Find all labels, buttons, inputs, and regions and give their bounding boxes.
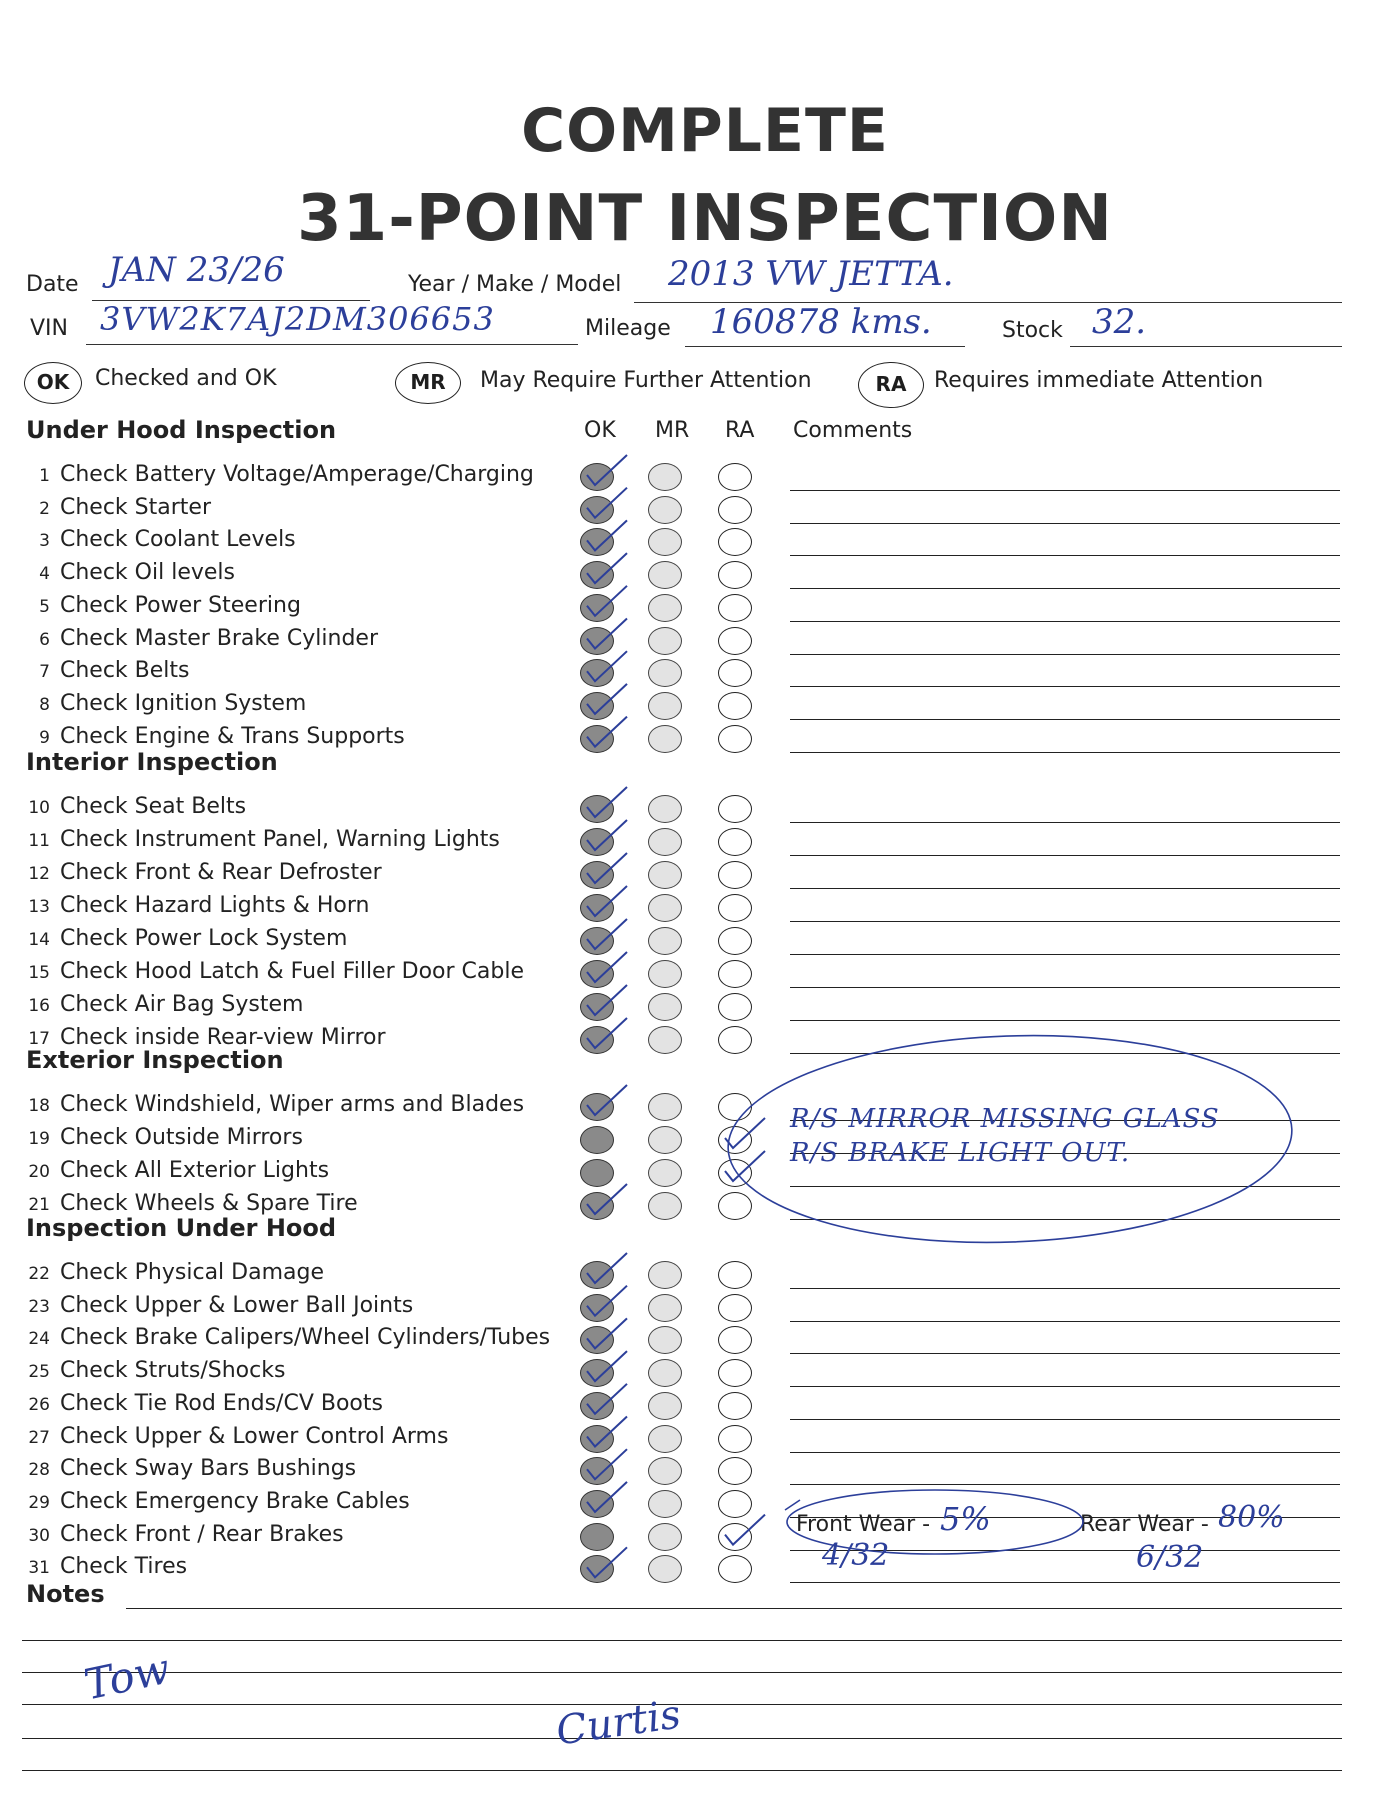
mileage-value[interactable]: 160878 kms.: [710, 302, 932, 342]
comment-line[interactable]: [790, 1419, 1340, 1420]
item-ra-circle[interactable]: [718, 1093, 752, 1121]
item-ok-circle[interactable]: [580, 1026, 614, 1054]
item-ra-circle[interactable]: [718, 594, 752, 622]
item-ok-circle[interactable]: [580, 1425, 614, 1453]
item-number: 22: [28, 1264, 50, 1284]
item-ra-circle[interactable]: [718, 561, 752, 589]
item-ra-circle[interactable]: [718, 1490, 752, 1518]
col-mr-header: MR: [655, 418, 690, 443]
item-number: 23: [28, 1296, 50, 1317]
item-label: Check Upper & Lower Control Arms: [60, 1423, 449, 1449]
notes-line-4[interactable]: [22, 1704, 1342, 1705]
item-mr-circle[interactable]: [648, 627, 682, 655]
comment-row-19[interactable]: R/S MIRROR MISSING GLASS: [790, 1104, 1220, 1134]
item-label: Check Upper & Lower Ball Joints: [60, 1292, 414, 1318]
item-number: 12: [28, 864, 50, 884]
item-number: 26: [28, 1394, 50, 1415]
rear-wear-sub[interactable]: 6/32: [1136, 1540, 1204, 1575]
item-ra-circle[interactable]: [718, 795, 752, 823]
legend-ra-badge: RA: [858, 362, 924, 408]
item-label: Check Tie Rod Ends/CV Boots: [60, 1390, 383, 1416]
comment-line[interactable]: [790, 621, 1340, 622]
col-ok-header: OK: [584, 418, 616, 443]
mileage-underline: [685, 346, 965, 347]
item-mr-circle[interactable]: [648, 1359, 682, 1387]
item-ok-circle[interactable]: [580, 1126, 614, 1154]
item-ok-circle[interactable]: [580, 463, 614, 491]
item-number: 18: [28, 1096, 50, 1116]
item-ra-circle[interactable]: [718, 1326, 752, 1354]
item-label: Check Physical Damage: [60, 1260, 324, 1285]
item-mr-circle[interactable]: [648, 1457, 682, 1485]
item-ra-circle[interactable]: [718, 993, 752, 1021]
comment-line[interactable]: [790, 888, 1340, 889]
notes-line-1[interactable]: [126, 1608, 1342, 1609]
comment-row-20[interactable]: R/S BRAKE LIGHT OUT.: [790, 1138, 1131, 1168]
item-mr-circle[interactable]: [648, 1425, 682, 1453]
item-ra-circle[interactable]: [718, 1359, 752, 1387]
item-mr-circle[interactable]: [648, 1555, 682, 1583]
comment-line[interactable]: [790, 1288, 1340, 1289]
item-ra-circle[interactable]: [718, 1261, 752, 1289]
item-number: 27: [28, 1427, 50, 1448]
comment-line[interactable]: [790, 1219, 1340, 1220]
rear-wear-label: Rear Wear -: [1080, 1512, 1209, 1537]
item-mr-circle[interactable]: [648, 1490, 682, 1518]
item-number: 25: [28, 1362, 50, 1383]
item-label: Check inside Rear-view Mirror: [60, 1025, 386, 1050]
item-ra-circle[interactable]: [718, 659, 752, 687]
form-title-line2: 31-POINT INSPECTION: [297, 182, 1113, 256]
comment-line[interactable]: [790, 686, 1340, 687]
item-mr-circle[interactable]: [648, 725, 682, 753]
stock-label: Stock: [1002, 318, 1063, 343]
item-label: Check Instrument Panel, Warning Lights: [60, 827, 500, 852]
comment-line[interactable]: [790, 1186, 1340, 1187]
item-mr-circle[interactable]: [648, 1294, 682, 1322]
item-ok-circle[interactable]: [580, 725, 614, 753]
item-ok-circle[interactable]: [580, 528, 614, 556]
vin-value[interactable]: 3VW2K7AJ2DM306653: [100, 300, 495, 338]
mileage-label: Mileage: [585, 316, 671, 341]
vin-label: VIN: [30, 316, 68, 341]
item-number: 1: [39, 466, 50, 486]
item-number: 28: [28, 1460, 50, 1481]
legend-mr-text: May Require Further Attention: [480, 368, 812, 393]
item-number: 21: [28, 1195, 50, 1215]
front-wear-sub[interactable]: 4/32: [822, 1538, 890, 1573]
notes-initials: Tow: [79, 1643, 175, 1710]
item-ra-circle[interactable]: [718, 1555, 752, 1583]
front-wear-tick: [785, 1500, 800, 1510]
comment-line[interactable]: [790, 523, 1340, 524]
item-ok-circle[interactable]: [580, 795, 614, 823]
item-ok-circle[interactable]: [580, 1326, 614, 1354]
date-value[interactable]: JAN 23/26: [108, 250, 285, 290]
item-ra-circle[interactable]: [718, 627, 752, 655]
item-ra-circle[interactable]: [718, 725, 752, 753]
item-number: 30: [28, 1525, 50, 1546]
section-inspection-under-hood: Inspection Under Hood: [26, 1214, 337, 1242]
col-ra-header: RA: [725, 418, 755, 443]
item-label: Check Front & Rear Defroster: [60, 860, 382, 885]
item-ra-circle[interactable]: [718, 1126, 752, 1154]
item-ok-circle[interactable]: [580, 1192, 614, 1220]
comment-line[interactable]: [790, 855, 1340, 856]
item-ok-circle[interactable]: [580, 1261, 614, 1289]
item-number: 2: [39, 498, 50, 519]
item-label: Check Seat Belts: [60, 794, 247, 819]
item-ra-circle[interactable]: [718, 960, 752, 988]
item-mr-circle[interactable]: [648, 561, 682, 589]
legend-ra-text: Requires immediate Attention: [934, 368, 1264, 393]
item-label: Check Oil levels: [60, 560, 235, 586]
item-ok-circle[interactable]: [580, 1159, 614, 1187]
item-label: Check Emergency Brake Cables: [60, 1488, 410, 1514]
item-label: Check Master Brake Cylinder: [60, 625, 378, 651]
comment-line[interactable]: [790, 588, 1340, 589]
item-number: 9: [39, 727, 50, 748]
item-ra-circle[interactable]: [718, 828, 752, 856]
item-ra-circle[interactable]: [718, 496, 752, 524]
comment-line[interactable]: [790, 1452, 1340, 1453]
item-mr-circle[interactable]: [648, 894, 682, 922]
item-label: Check Outside Mirrors: [60, 1125, 303, 1150]
item-number: 31: [28, 1558, 50, 1579]
item-ra-circle[interactable]: [718, 927, 752, 955]
item-number: 20: [28, 1162, 50, 1182]
item-label: Check Belts: [60, 658, 190, 684]
item-mr-circle[interactable]: [648, 1159, 682, 1187]
item-mr-circle[interactable]: [648, 927, 682, 955]
item-mr-circle[interactable]: [648, 1523, 682, 1551]
item-ok-circle[interactable]: [580, 861, 614, 889]
item-label: Check Starter: [60, 494, 211, 520]
item-ok-circle[interactable]: [580, 927, 614, 955]
item-ra-circle[interactable]: [718, 894, 752, 922]
item-mr-circle[interactable]: [648, 659, 682, 687]
item-label: Check Sway Bars Bushings: [60, 1456, 357, 1482]
item-label: Check Front / Rear Brakes: [60, 1521, 344, 1547]
item-ok-circle[interactable]: [580, 1523, 614, 1551]
item-ok-circle[interactable]: [580, 594, 614, 622]
item-number: 3: [39, 531, 50, 552]
comment-line[interactable]: [790, 921, 1340, 922]
comment-line[interactable]: [790, 1053, 1340, 1054]
item-number: 29: [28, 1492, 50, 1513]
item-label: Check Ignition System: [60, 690, 307, 716]
comment-line[interactable]: [790, 654, 1340, 655]
rear-wear-value[interactable]: 80%: [1218, 1500, 1285, 1535]
comment-line[interactable]: [790, 1386, 1340, 1387]
item-ra-circle[interactable]: [718, 1026, 752, 1054]
item-ok-circle[interactable]: [580, 894, 614, 922]
vin-underline: [86, 344, 578, 345]
notes-line-5[interactable]: [22, 1738, 1342, 1739]
item-ok-circle[interactable]: [580, 828, 614, 856]
comment-line[interactable]: [790, 1321, 1340, 1322]
comment-line[interactable]: [790, 822, 1340, 823]
comment-line[interactable]: [790, 555, 1340, 556]
item-number: 4: [39, 564, 50, 585]
comment-line[interactable]: [790, 719, 1340, 720]
item-number: 19: [28, 1129, 50, 1149]
item-number: 14: [28, 930, 50, 950]
item-ra-circle[interactable]: [718, 1159, 752, 1187]
item-label: Check Hazard Lights & Horn: [60, 893, 370, 918]
item-mr-circle[interactable]: [648, 828, 682, 856]
item-mr-circle[interactable]: [648, 1192, 682, 1220]
item-number: 11: [28, 831, 50, 851]
item-ok-circle[interactable]: [580, 960, 614, 988]
item-mr-circle[interactable]: [648, 692, 682, 720]
form-title-line1: COMPLETE: [521, 96, 889, 166]
comment-line[interactable]: [790, 1020, 1340, 1021]
item-mr-circle[interactable]: [648, 1126, 682, 1154]
item-number: 8: [39, 694, 50, 715]
item-label: Check All Exterior Lights: [60, 1158, 330, 1183]
item-ra-circle[interactable]: [718, 692, 752, 720]
item-ra-circle[interactable]: [718, 528, 752, 556]
item-mr-circle[interactable]: [648, 594, 682, 622]
item-ok-circle[interactable]: [580, 1093, 614, 1121]
item-mr-circle[interactable]: [648, 1261, 682, 1289]
item-number: 10: [28, 798, 50, 818]
notes-line-3[interactable]: [22, 1672, 1342, 1673]
item-label: Check Power Lock System: [60, 926, 348, 951]
legend-ok-badge: OK: [24, 362, 82, 404]
comment-line[interactable]: [790, 1353, 1340, 1354]
notes-signature: Curtis: [553, 1691, 684, 1755]
legend-mr-badge: MR: [395, 362, 461, 404]
item-mr-circle[interactable]: [648, 463, 682, 491]
legend-ok-text: Checked and OK: [95, 366, 277, 391]
ymm-label: Year / Make / Model: [408, 272, 622, 297]
item-number: 16: [28, 996, 50, 1016]
notes-line-6[interactable]: [22, 1770, 1342, 1771]
item-ra-circle[interactable]: [718, 1523, 752, 1551]
item-mr-circle[interactable]: [648, 1392, 682, 1420]
item-label: Check Brake Calipers/Wheel Cylinders/Tubes: [60, 1325, 551, 1351]
item-number: 17: [28, 1029, 50, 1049]
item-label: Check Battery Voltage/Amperage/Charging: [60, 462, 534, 487]
item-mr-circle[interactable]: [648, 960, 682, 988]
item-mr-circle[interactable]: [648, 1093, 682, 1121]
comment-line[interactable]: [790, 1484, 1340, 1485]
item-ok-circle[interactable]: [580, 993, 614, 1021]
notes-label: Notes: [26, 1580, 105, 1608]
item-ra-circle[interactable]: [718, 1425, 752, 1453]
front-wear-label: Front Wear -: [796, 1512, 931, 1537]
comment-line[interactable]: [790, 752, 1340, 753]
item-ok-circle[interactable]: [580, 1555, 614, 1583]
ymm-value[interactable]: 2013 VW JETTA.: [668, 254, 954, 294]
section-interior: Interior Inspection: [26, 748, 278, 776]
item-ra-circle[interactable]: [718, 1392, 752, 1420]
item-mr-circle[interactable]: [648, 993, 682, 1021]
comment-line[interactable]: [790, 954, 1340, 955]
item-ok-circle[interactable]: [580, 692, 614, 720]
item-ok-circle[interactable]: [580, 1359, 614, 1387]
item-mr-circle[interactable]: [648, 861, 682, 889]
item-ra-circle[interactable]: [718, 1457, 752, 1485]
item-number: 7: [39, 662, 50, 683]
item-number: 24: [28, 1329, 50, 1350]
item-number: 13: [28, 897, 50, 917]
item-ok-circle[interactable]: [580, 659, 614, 687]
comment-line[interactable]: [790, 987, 1340, 988]
item-ok-circle[interactable]: [580, 496, 614, 524]
item-label: Check Windshield, Wiper arms and Blades: [60, 1092, 525, 1117]
item-label: Check Hood Latch & Fuel Filler Door Cable: [60, 959, 524, 984]
item-ra-circle[interactable]: [718, 1192, 752, 1220]
notes-line-2[interactable]: [22, 1640, 1342, 1641]
item-mr-circle[interactable]: [648, 1326, 682, 1354]
section-exterior: Exterior Inspection: [26, 1046, 284, 1074]
item-ra-circle[interactable]: [718, 463, 752, 491]
item-ok-circle[interactable]: [580, 561, 614, 589]
item-label: Check Coolant Levels: [60, 527, 296, 553]
col-comments-header: Comments: [793, 418, 913, 443]
stock-value[interactable]: 32.: [1092, 302, 1147, 342]
item-ok-circle[interactable]: [580, 627, 614, 655]
item-number: 15: [28, 963, 50, 983]
item-ok-circle[interactable]: [580, 1457, 614, 1485]
comment-line[interactable]: [790, 490, 1340, 491]
item-label: Check Air Bag System: [60, 992, 304, 1017]
item-ok-circle[interactable]: [580, 1294, 614, 1322]
item-ra-circle[interactable]: [718, 1294, 752, 1322]
item-number: 5: [39, 596, 50, 617]
section-under-hood: Under Hood Inspection: [26, 416, 337, 444]
stock-underline: [1070, 346, 1342, 347]
item-mr-circle[interactable]: [648, 1026, 682, 1054]
front-wear-value[interactable]: 5%: [940, 1500, 991, 1538]
item-label: Check Tires: [60, 1554, 188, 1580]
item-number: 6: [39, 629, 50, 650]
item-mr-circle[interactable]: [648, 528, 682, 556]
item-label: Check Struts/Shocks: [60, 1358, 286, 1384]
item-label: Check Engine & Trans Supports: [60, 723, 405, 749]
date-label: Date: [26, 272, 79, 297]
item-ok-circle[interactable]: [580, 1490, 614, 1518]
item-mr-circle[interactable]: [648, 496, 682, 524]
item-ra-circle[interactable]: [718, 861, 752, 889]
comment-line[interactable]: [790, 1582, 1340, 1583]
item-label: Check Power Steering: [60, 592, 301, 618]
item-mr-circle[interactable]: [648, 795, 682, 823]
item-ok-circle[interactable]: [580, 1392, 614, 1420]
item-label: Check Wheels & Spare Tire: [60, 1191, 358, 1216]
